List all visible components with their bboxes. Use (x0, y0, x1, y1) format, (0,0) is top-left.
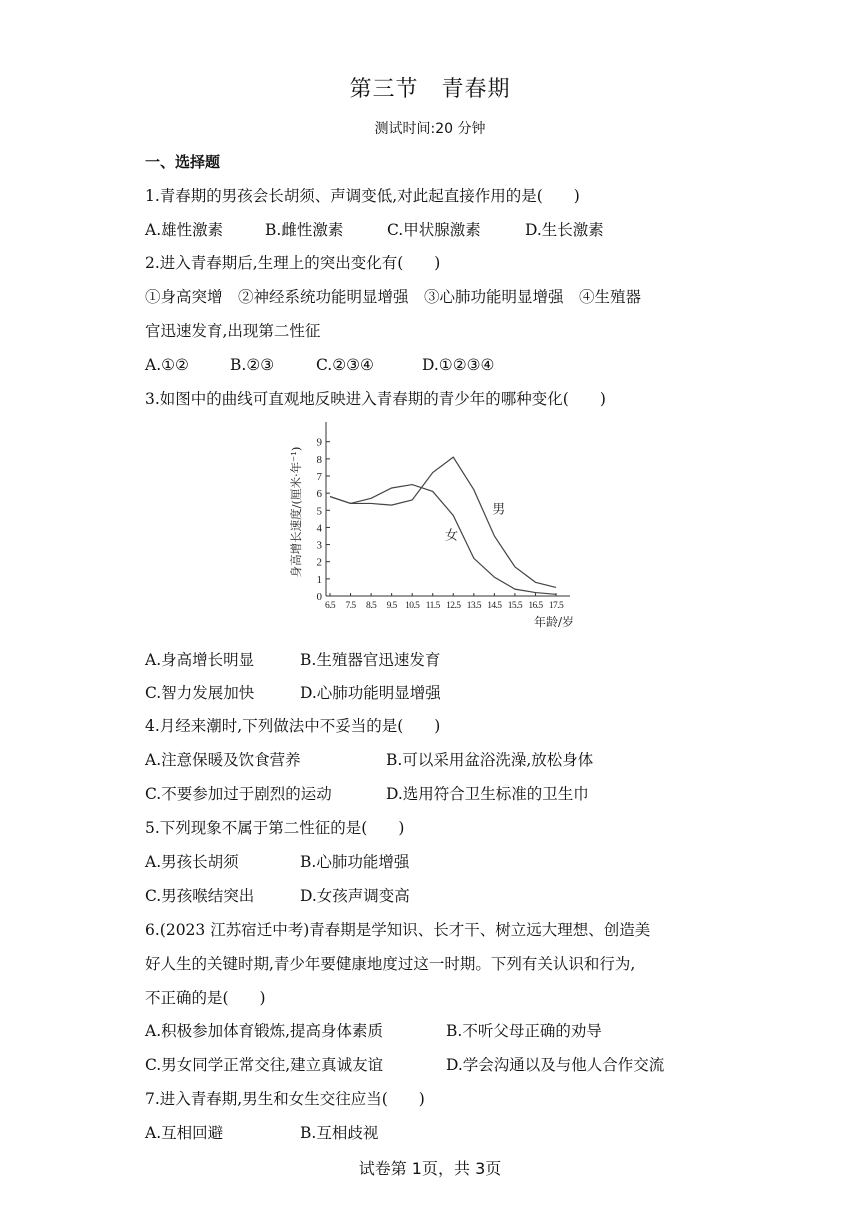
q6-option-b: B.不听父母正确的劝导 (446, 1022, 602, 1040)
q4-option-c: C.不要参加过于剧烈的运动 (145, 785, 332, 803)
q1-option-b: B.雌性激素 (265, 221, 344, 239)
x-tick-label: 9.5 (386, 601, 397, 611)
q2-option-d: D.①②③④ (422, 356, 495, 374)
q7-option-a: A.互相回避 (145, 1124, 224, 1142)
q6-option-c: C.男女同学正常交往,建立真诚友谊 (145, 1056, 384, 1074)
question-5-stem: 5.下列现象不属于第二性征的是( ) (145, 819, 405, 837)
chart-svg (286, 418, 590, 633)
question-2-stem: 2.进入青春期后,生理上的突出变化有( ) (145, 254, 441, 272)
q5-option-c: C.男孩喉结突出 (145, 887, 255, 905)
test-duration: 测试时间:20 分钟 (374, 121, 486, 137)
section-heading: 一、选择题 (145, 153, 221, 171)
y-tick-label: 5 (316, 505, 322, 518)
q5-option-a: A.男孩长胡须 (145, 853, 239, 871)
q3-option-c: C.智力发展加快 (145, 684, 255, 702)
x-axis-label: 年龄/岁 (533, 615, 574, 629)
q4-option-d: D.选用符合卫生标准的卫生巾 (386, 785, 589, 803)
x-tick-label: 13.5 (466, 601, 481, 611)
x-tick-label: 12.5 (446, 601, 461, 611)
question-6-line-3: 不正确的是( ) (145, 989, 266, 1007)
x-tick-label: 14.5 (487, 601, 502, 611)
question-7-stem: 7.进入青春期,男生和女生交往应当( ) (145, 1090, 425, 1108)
q2-option-a: A.①② (145, 356, 189, 374)
q6-option-d: D.学会沟通以及与他人合作交流 (446, 1056, 665, 1074)
x-tick-label: 15.5 (507, 601, 523, 611)
y-tick-label: 2 (316, 556, 322, 569)
x-tick-label: 17.5 (548, 601, 564, 611)
q4-option-b: B.可以采用盆浴洗澡,放松身体 (386, 751, 594, 769)
q3-option-d: D.心肺功能明显增强 (300, 684, 441, 702)
q5-option-b: B.心肺功能增强 (300, 853, 410, 871)
q5-option-d: D.女孩声调变高 (300, 887, 410, 905)
page-title: 第三节 青春期 (349, 77, 511, 102)
question-2-list-line-1: ①身高突增 ②神经系统功能明显增强 ③心肺功能明显增强 ④生殖器 (145, 288, 642, 306)
x-tick-label: 16.5 (528, 601, 543, 611)
q1-option-c: C.甲状腺激素 (387, 221, 481, 239)
y-tick-label: 1 (316, 573, 322, 586)
y-tick-label: 9 (316, 436, 322, 449)
y-tick-label: 7 (316, 471, 322, 483)
page-footer: 试卷第 1页，共 3页 (358, 1159, 502, 1178)
q7-option-b: B.互相歧视 (300, 1124, 379, 1142)
question-1-stem: 1.青春期的男孩会长胡须、声调变低,对此起直接作用的是( ) (145, 187, 580, 205)
question-2-list-line-2: 官迅速发育,出现第二性征 (145, 322, 321, 340)
series-label-male: 男 (492, 502, 506, 518)
question-6-line-2: 好人生的关键时期,青少年要健康地度过这一时期。下列有关认识和行为, (145, 955, 636, 973)
q3-option-a: A.身高增长明显 (145, 651, 255, 669)
x-tick-label: 7.5 (345, 601, 356, 611)
q4-option-a: A.注意保暖及饮食营养 (145, 751, 301, 769)
q3-option-b: B.生殖器官迅速发育 (300, 651, 441, 669)
question-3-stem: 3.如图中的曲线可直观地反映进入青春期的青少年的哪种变化( ) (145, 390, 606, 408)
y-axis-label: 身高增长速度/(厘米·年⁻¹) (289, 446, 303, 578)
y-tick-label: 3 (316, 539, 322, 552)
q1-option-a: A.雄性激素 (145, 221, 224, 239)
y-tick-label: 6 (316, 488, 322, 501)
series-label-female: 女 (445, 528, 459, 544)
y-tick-label: 8 (316, 453, 322, 466)
series-line-female (330, 485, 556, 595)
x-tick-label: 11.5 (425, 601, 440, 611)
question-6-line-1: 6.(2023 江苏宿迁中考)青春期是学知识、长才干、树立远大理想、创造美 (145, 921, 651, 939)
q6-option-a: A.积极参加体育锻炼,提高身体素质 (145, 1022, 384, 1040)
y-tick-label: 0 (316, 591, 322, 603)
q2-option-b: B.②③ (230, 356, 275, 374)
x-tick-label: 10.5 (405, 601, 420, 611)
x-tick-label: 8.5 (366, 601, 377, 611)
q2-option-c: C.②③④ (316, 356, 374, 374)
x-tick-label: 6.5 (324, 601, 336, 611)
q1-option-d: D.生长激素 (525, 221, 604, 239)
y-tick-label: 4 (316, 522, 322, 535)
series-line-male (330, 457, 556, 587)
height-growth-chart (286, 418, 590, 633)
question-4-stem: 4.月经来潮时,下列做法中不妥当的是( ) (145, 717, 441, 735)
